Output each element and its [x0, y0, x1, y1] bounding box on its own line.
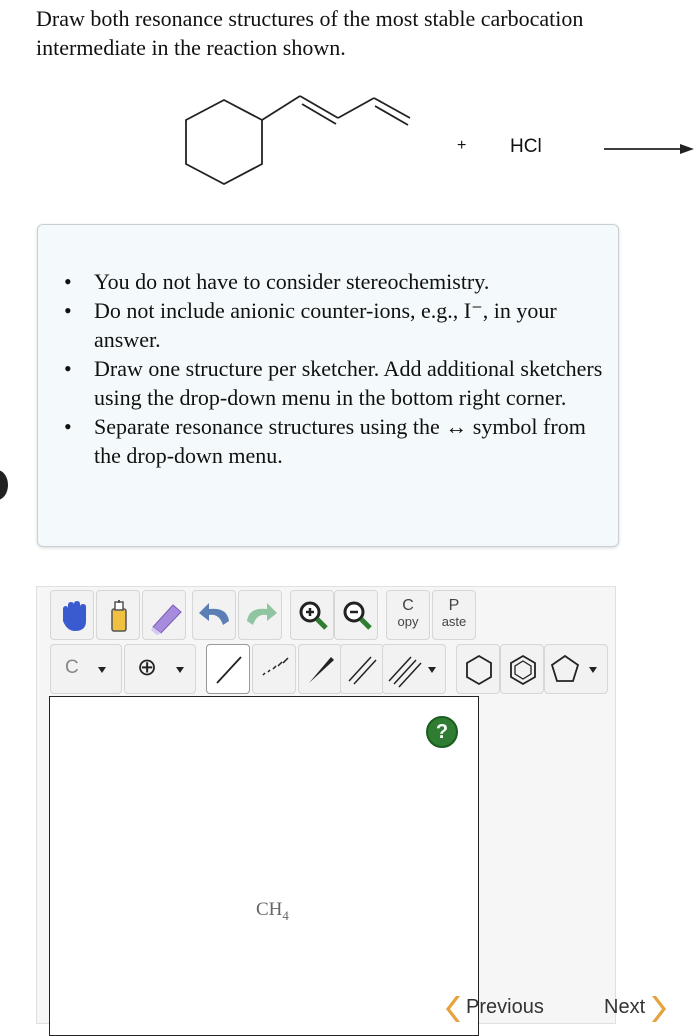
side-tab[interactable] [0, 470, 8, 500]
ch4-label: CH [256, 899, 283, 920]
triple-bond-button[interactable] [382, 644, 446, 694]
cyclohexane-icon [457, 645, 501, 695]
zoom-in-button[interactable] [290, 590, 334, 640]
zoom-in-icon [291, 591, 335, 641]
drawing-canvas[interactable] [49, 696, 479, 1036]
copy-label-big: C [402, 597, 414, 614]
ch4-subscript: 4 [282, 907, 289, 923]
paste-label-small: aste [441, 614, 467, 629]
wedge-bond-icon [299, 645, 343, 695]
instruction-item: • Do not include anionic counter-ions, e.g., I⁻, in your answer. [94, 296, 604, 354]
copy-label-small: opy [397, 614, 419, 629]
instruction-item: • Draw one structure per sketcher. Add additional sketchers using the drop-down menu in the bottom right corner. [94, 354, 604, 412]
paste-label-big: P [448, 597, 460, 614]
plus-sign: + [457, 137, 467, 154]
single-bond-icon [207, 645, 251, 695]
undo-button[interactable] [192, 590, 236, 640]
hand-tool-button[interactable] [50, 590, 94, 640]
charge-plus-icon: ⊕ [137, 653, 158, 681]
double-bond-icon [341, 645, 385, 695]
single-bond-button[interactable] [206, 644, 250, 694]
hashed-bond-icon [253, 645, 297, 695]
clear-tool-button[interactable] [96, 590, 140, 640]
triple-bond-icon [383, 645, 447, 695]
chevron-down-icon [125, 645, 197, 695]
chevron-down-icon [51, 645, 123, 695]
previous-arrow-icon[interactable] [444, 994, 462, 1024]
eraser-tool-button[interactable] [142, 590, 186, 640]
next-arrow-icon[interactable] [650, 994, 668, 1024]
eraser-icon [143, 591, 187, 641]
copy-button[interactable] [386, 590, 430, 640]
reaction-arrow-icon [604, 139, 696, 159]
reactant-structure [0, 80, 696, 200]
instructions-panel [37, 224, 619, 547]
instructions-list [94, 267, 604, 470]
benzene-icon [501, 645, 545, 695]
paste-button[interactable] [432, 590, 476, 640]
canvas-molecule-label[interactable] [256, 899, 289, 924]
instruction-item: • You do not have to consider stereochemistry. [94, 267, 604, 296]
atom-select-button[interactable] [50, 644, 122, 694]
charge-select-button[interactable] [124, 644, 196, 694]
reagent-hcl: HCl [510, 136, 542, 157]
help-button[interactable]: ? [426, 716, 458, 748]
zoom-out-icon [335, 591, 379, 641]
undo-icon [193, 591, 237, 641]
bottle-icon [97, 591, 141, 641]
zoom-out-button[interactable] [334, 590, 378, 640]
redo-button[interactable] [238, 590, 282, 640]
cyclopentane-button[interactable] [544, 644, 608, 694]
instruction-item: • Separate resonance structures using the ↔ symbol from the drop-down menu. [94, 412, 604, 470]
question-text: Draw both resonance structures of the most stable carbocation intermediate in the reaction shown. [36, 6, 584, 60]
benzene-button[interactable] [500, 644, 544, 694]
redo-icon [239, 591, 283, 641]
cyclopentane-icon [545, 645, 609, 695]
hand-icon [51, 591, 95, 641]
double-bond-button[interactable] [340, 644, 384, 694]
next-button[interactable]: Next [604, 996, 646, 1018]
atom-label: C [65, 657, 79, 678]
cyclohexane-button[interactable] [456, 644, 500, 694]
previous-button[interactable]: Previous [466, 996, 544, 1018]
wedge-bond-button[interactable] [298, 644, 342, 694]
hashed-bond-button[interactable] [252, 644, 296, 694]
